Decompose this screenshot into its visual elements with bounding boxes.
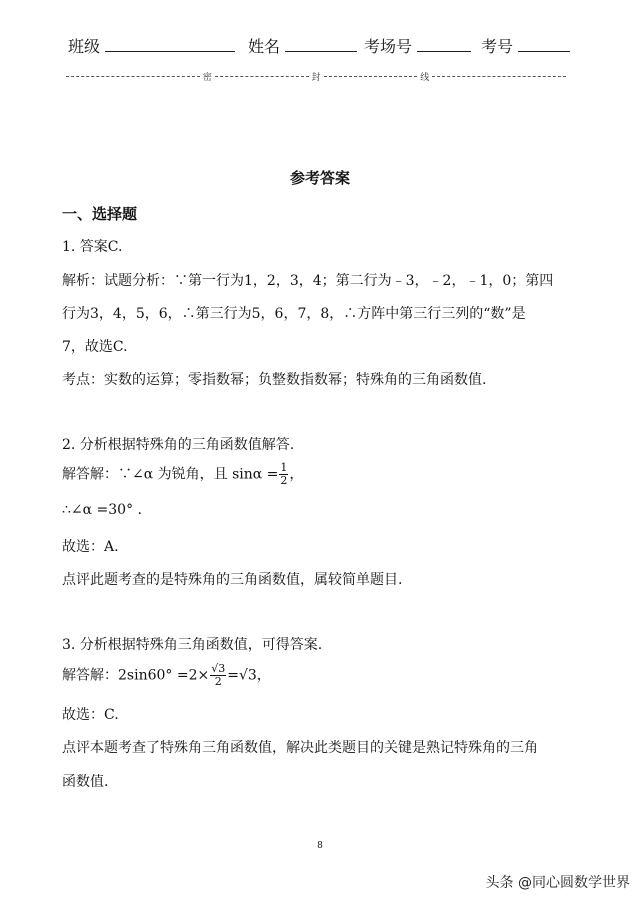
seal-dash	[432, 76, 566, 77]
q3-comment-line1: 点评本题考查了特殊角三角函数值，解决此类题目的关键是熟记特殊角的三角	[62, 740, 538, 756]
id-label: 考号	[481, 37, 514, 56]
class-label: 班级	[68, 37, 101, 56]
name-blank	[285, 37, 357, 52]
seal-xian: 线	[420, 73, 430, 83]
seal-dash	[215, 76, 309, 77]
id-field	[481, 34, 570, 57]
q3-equals: =	[227, 667, 239, 684]
q1-analysis-line3: 7，故选C.	[62, 339, 128, 355]
q3-comment-line2: 函数值.	[62, 774, 109, 790]
q2-solution	[62, 462, 303, 487]
fraction-numerator: √3	[211, 662, 226, 675]
q3-sqrt: √3	[238, 667, 257, 684]
class-blank	[105, 37, 235, 52]
q2-result: ∴∠α =30° .	[62, 502, 142, 518]
watermark	[486, 872, 630, 892]
q2-comment: 点评此题考查的是特殊角的三角函数值，属较简单题目.	[62, 572, 403, 588]
seal-dash	[324, 76, 418, 77]
fraction-denominator: 2	[214, 675, 222, 688]
room-label: 考场号	[364, 37, 413, 56]
q3-solution-end: ，	[256, 667, 271, 684]
q3-analysis: 3. 分析根据特殊角三角函数值，可得答案.	[62, 637, 323, 653]
q2-solution-text: 解答解：∵∠α 为锐角，且 sinα =	[62, 466, 279, 483]
q2-analysis: 2. 分析根据特殊角的三角函数值解答.	[62, 437, 295, 453]
seal-mi: 密	[202, 73, 212, 83]
section-heading: 一、选择题	[62, 205, 138, 223]
q1-analysis-line1: 解析：试题分析：∵第一行为1，2，3，4；第二行为﹣3，﹣2，﹣1，0；第四	[62, 273, 554, 289]
fraction-denominator: 2	[280, 474, 288, 487]
watermark-text: 头条 @同心圆数学世界	[485, 875, 630, 891]
q2-choice: 故选：A.	[62, 539, 119, 555]
page-title: 参考答案	[289, 169, 350, 187]
q3-choice: 故选：C.	[62, 707, 119, 723]
class-field	[68, 34, 235, 57]
seal-feng: 封	[311, 73, 321, 83]
room-blank	[417, 37, 471, 52]
q3-solution	[62, 663, 271, 688]
q1-analysis-line2: 行为3，4，5，6，∴第三行为5，6，7，8，∴方阵中第三行三列的“数”是	[62, 306, 526, 322]
q1-point: 考点：实数的运算；零指数幂；负整数指数幂；特殊角的三角函数值.	[62, 372, 487, 388]
seal-dash	[66, 76, 200, 77]
q2-fraction	[279, 462, 288, 487]
name-label: 姓名	[248, 37, 281, 56]
q1-answer: 1. 答案C.	[62, 239, 123, 255]
id-blank	[518, 37, 570, 52]
q3-solution-text: 解答解：2sin60° =2×	[62, 667, 210, 684]
fraction-numerator: 1	[280, 461, 288, 474]
name-field	[248, 34, 357, 57]
room-field	[364, 34, 471, 57]
page-number: 8	[317, 841, 323, 851]
q3-fraction	[210, 663, 226, 688]
q2-solution-end: ，	[289, 466, 304, 483]
seal-line	[66, 70, 566, 83]
